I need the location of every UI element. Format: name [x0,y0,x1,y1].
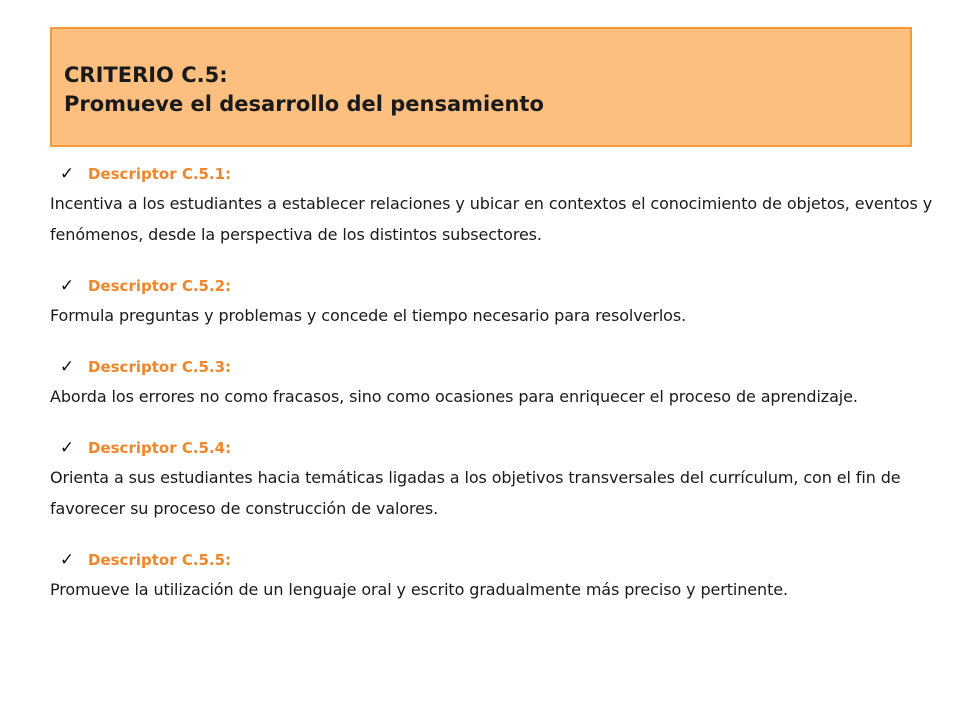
checkmark-icon: ✓ [59,550,75,570]
criterion-title: Promueve el desarrollo del pensamiento [64,92,544,116]
checkmark-icon: ✓ [59,164,75,184]
descriptor-item [50,160,940,250]
criterion-header [50,27,912,147]
descriptor-item [50,353,940,412]
descriptor-text: Incentiva a los estudiantes a establecer relaciones y ubicar en contextos el conocimiento de objetos, eventos y fenómenos, desde la perspectiva de los distintos subsectores. [50,194,933,244]
descriptor-title: Descriptor C.5.2: [88,277,232,295]
descriptor-heading [50,160,940,188]
descriptor-list [50,160,940,627]
descriptor-heading [50,546,940,574]
descriptor-title: Descriptor C.5.1: [88,165,232,183]
descriptor-title: Descriptor C.5.4: [88,439,232,457]
checkmark-icon: ✓ [59,276,75,296]
descriptor-text: Promueve la utilización de un lenguaje oral y escrito gradualmente más preciso y pertinente. [50,580,788,599]
descriptor-item [50,272,940,331]
checkmark-icon: ✓ [59,438,75,458]
descriptor-item [50,434,940,524]
descriptor-heading [50,434,940,462]
descriptor-title: Descriptor C.5.5: [88,551,232,569]
descriptor-item [50,546,940,605]
descriptor-heading [50,272,940,300]
descriptor-text: Formula preguntas y problemas y concede el tiempo necesario para resolverlos. [50,306,687,325]
checkmark-icon: ✓ [59,357,75,377]
descriptor-text: Aborda los errores no como fracasos, sino como ocasiones para enriquecer el proceso de aprendizaje. [50,387,858,406]
descriptor-text: Orienta a sus estudiantes hacia temáticas ligadas a los objetivos transversales del currículum, con el fin de favorecer su proceso de construcción de valores. [50,468,901,518]
criterion-code: CRITERIO C.5: [64,63,228,87]
descriptor-heading [50,353,940,381]
descriptor-title: Descriptor C.5.3: [88,358,232,376]
